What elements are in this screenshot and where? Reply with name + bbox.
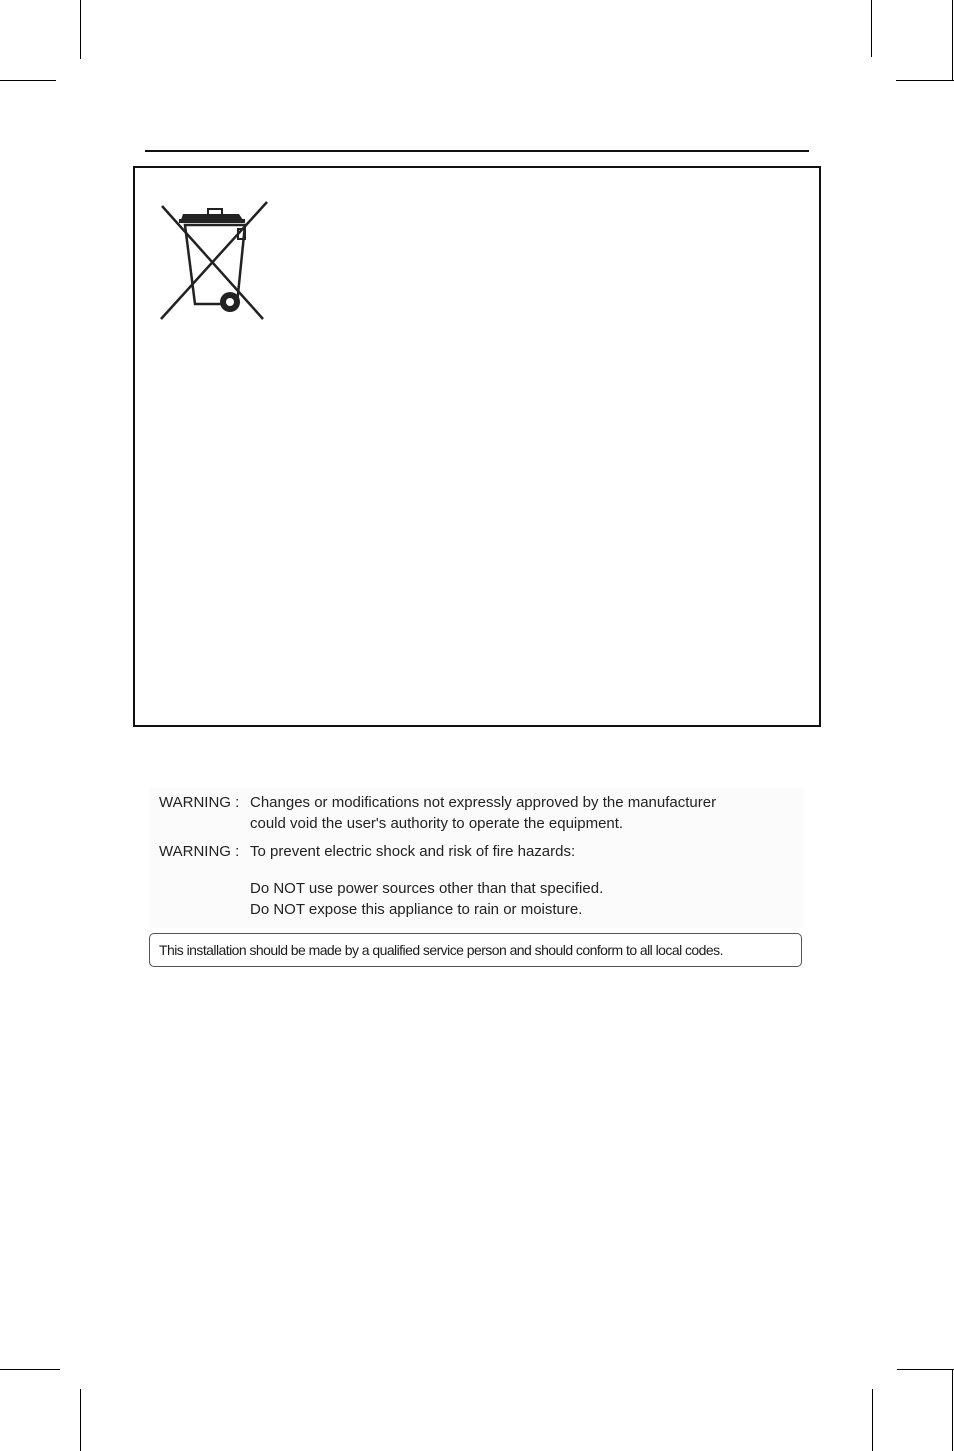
header-rule <box>145 150 809 152</box>
warning-text: Changes or modifications not expressly approved by the manufacturer <box>250 794 717 811</box>
crop-mark <box>0 80 56 81</box>
warning-label: WARNING : <box>159 843 240 860</box>
precaution-text: Do NOT use power sources other than that specified. <box>250 880 604 897</box>
warning-panel <box>149 788 804 928</box>
weee-notice-box <box>133 166 821 727</box>
crop-mark <box>871 0 872 57</box>
warning-text: To prevent electric shock and risk of fire hazards: <box>250 843 576 860</box>
precaution-text: Do NOT expose this appliance to rain or moisture. <box>250 901 583 918</box>
crop-mark <box>0 1369 60 1370</box>
crop-mark <box>897 1369 954 1370</box>
crop-mark <box>872 1389 873 1451</box>
warning-label: WARNING : <box>159 794 240 811</box>
crop-mark <box>952 0 953 80</box>
crop-mark <box>952 1369 953 1451</box>
installation-note: This installation should be made by a qualified service person and should conform to all local codes. <box>149 933 802 967</box>
crossed-out-wheelie-bin-icon <box>157 198 269 322</box>
warning-text: could void the user's authority to operate the equipment. <box>250 815 624 832</box>
crop-mark <box>80 0 81 59</box>
crop-mark <box>80 1389 81 1451</box>
crop-mark <box>896 80 954 81</box>
